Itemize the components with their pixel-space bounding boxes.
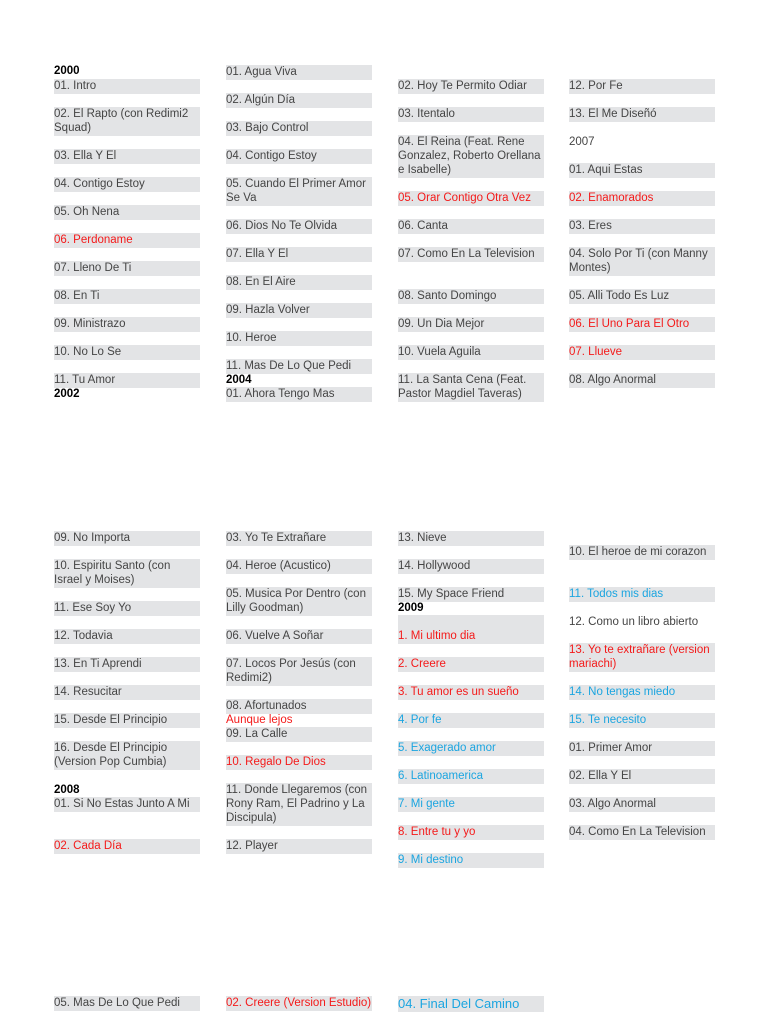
track-item: 02. El Rapto (con Redimi2 Squad) [54,107,200,136]
track-item: 13. El Me Diseñó [569,107,715,122]
track-item: 15. Desde El Principio [54,713,200,728]
track-item: 10. Vuela Aguila [398,345,544,360]
track-item: 03. Eres [569,219,715,234]
track-item-highlighted: 02. Cada Día [54,839,200,854]
track-item: 08. Santo Domingo [398,289,544,304]
track-item-highlighted: 02. Creere (Version Estudio) [226,997,372,1009]
track-item-highlighted: 6. Latinoamerica [398,769,544,784]
track-item: 01. Primer Amor [569,741,715,756]
track-item: 14. Resucitar [54,685,200,700]
track-item: 09. Hazla Volver [226,303,372,318]
track-item: 11. Ese Soy Yo [54,601,200,616]
track-item: 16. Desde El Principio (Version Pop Cumbia) [54,741,200,770]
track-item: 03. Bajo Control [226,121,372,136]
track-item: 08. Afortunados [226,699,372,714]
track-item: 08. En Ti [54,289,200,304]
year-heading: 2009 [398,602,424,614]
track-item-highlighted: 1. Mi ultimo dia [398,615,544,644]
track-item: 01. Ahora Tengo Mas [226,387,372,402]
track-item: 02. Hoy Te Permito Odiar [398,79,544,94]
year-heading: 2004 [226,374,252,386]
track-item: 10. No Lo Se [54,345,200,360]
track-item: 12. Player [226,839,372,854]
track-item-highlighted: 15. Te necesito [569,713,715,728]
track-item: 03. Yo Te Extrañare [226,531,372,546]
track-item: 02. Ella Y El [569,769,715,784]
track-item: 03. Ella Y El [54,149,200,164]
track-item: 10. Espiritu Santo (con Israel y Moises) [54,559,200,588]
year-heading: 2000 [54,65,80,77]
track-item: 12. Todavia [54,629,200,644]
track-item: 14. Hollywood [398,559,544,574]
track-item: 04. Heroe (Acustico) [226,559,372,574]
track-item: 15. My Space Friend [398,587,544,602]
year-heading: 2002 [54,388,80,400]
track-item: 01. Intro [54,79,200,94]
track-item: 03. Algo Anormal [569,797,715,812]
track-item: 04. Contigo Estoy [226,149,372,164]
track-item: 07. Locos Por Jesús (con Redimi2) [226,657,372,686]
track-item-highlighted: 3. Tu amor es un sueño [398,685,544,700]
track-item: 10. El heroe de mi corazon [569,545,715,560]
track-item: 06. Vuelve A Soñar [226,629,372,644]
track-item: 05. Mas De Lo Que Pedi [54,996,200,1011]
track-item: 08. Algo Anormal [569,373,715,388]
track-item-highlighted: 5. Exagerado amor [398,741,544,756]
track-item: 11. Donde Llegaremos (con Rony Ram, El Padrino y La Discipula) [226,783,372,826]
track-item: 13. Nieve [398,531,544,546]
track-item: 12. Como un libro abierto [569,616,699,628]
track-item: 11. Mas De Lo Que Pedi [226,359,372,374]
track-item-highlighted: 14. No tengas miedo [569,685,715,700]
track-item: 09. No Importa [54,531,200,546]
track-item-highlighted: 4. Por fe [398,713,544,728]
track-item: 10. Heroe [226,331,372,346]
track-item: 06. Dios No Te Olvida [226,219,372,234]
track-item: 04. Solo Por Ti (con Manny Montes) [569,247,715,276]
track-item-highlighted: 13. Yo te extrañare (version mariachi) [569,643,715,672]
track-item-highlighted: 11. Todos mis dias [569,587,715,602]
track-item-highlighted: 02. Enamorados [569,191,715,206]
track-item-highlighted: 7. Mi gente [398,797,544,812]
track-item-highlighted: 8. Entre tu y yo [398,825,544,840]
track-item-highlighted: 06. Perdoname [54,233,200,248]
track-item: 06. Canta [398,219,544,234]
track-item: 02. Algún Día [226,93,372,108]
track-item: 09. Un Dia Mejor [398,317,544,332]
track-item: 01. Si No Estas Junto A Mi [54,797,200,812]
track-item: 03. Itentalo [398,107,544,122]
year-label: 2007 [569,136,595,148]
track-item: 01. Aqui Estas [569,163,715,178]
track-item-highlighted: 07. Llueve [569,345,715,360]
track-item: 07. Ella Y El [226,247,372,262]
track-item: 05. Cuando El Primer Amor Se Va [226,177,372,206]
track-item: 11. La Santa Cena (Feat. Pastor Magdiel Taveras) [398,373,544,402]
track-item: 12. Por Fe [569,79,715,94]
track-item: 07. Lleno De Ti [54,261,200,276]
year-heading: 2008 [54,784,80,796]
track-item: 04. El Reina (Feat. Rene Gonzalez, Roberto Orellana e Isabelle) [398,135,544,178]
track-item: 07. Como En La Television [398,247,544,262]
track-item: 13. En Ti Aprendi [54,657,200,672]
track-item: 09. Ministrazo [54,317,200,332]
track-item-highlighted: 05. Orar Contigo Otra Vez [398,191,544,206]
track-item-highlighted: 06. El Uno Para El Otro [569,317,715,332]
track-item-highlighted: 10. Regalo De Dios [226,755,372,770]
track-item: 11. Tu Amor [54,373,200,388]
track-item: 01. Agua Viva [226,65,372,80]
track-item: 05. Musica Por Dentro (con Lilly Goodman) [226,587,372,616]
track-item: 04. Como En La Television [569,825,715,840]
track-item: 05. Alli Todo Es Luz [569,289,715,304]
track-item-highlighted: 9. Mi destino [398,853,544,868]
track-item: 04. Contigo Estoy [54,177,200,192]
track-item-highlighted: 2. Creere [398,657,544,672]
track-item-highlighted: 04. Final Del Camino [398,996,544,1012]
track-item: 05. Oh Nena [54,205,200,220]
track-subtitle: Aunque lejos [226,714,293,726]
track-item: 08. En El Aire [226,275,372,290]
track-item: 09. La Calle [226,727,372,742]
